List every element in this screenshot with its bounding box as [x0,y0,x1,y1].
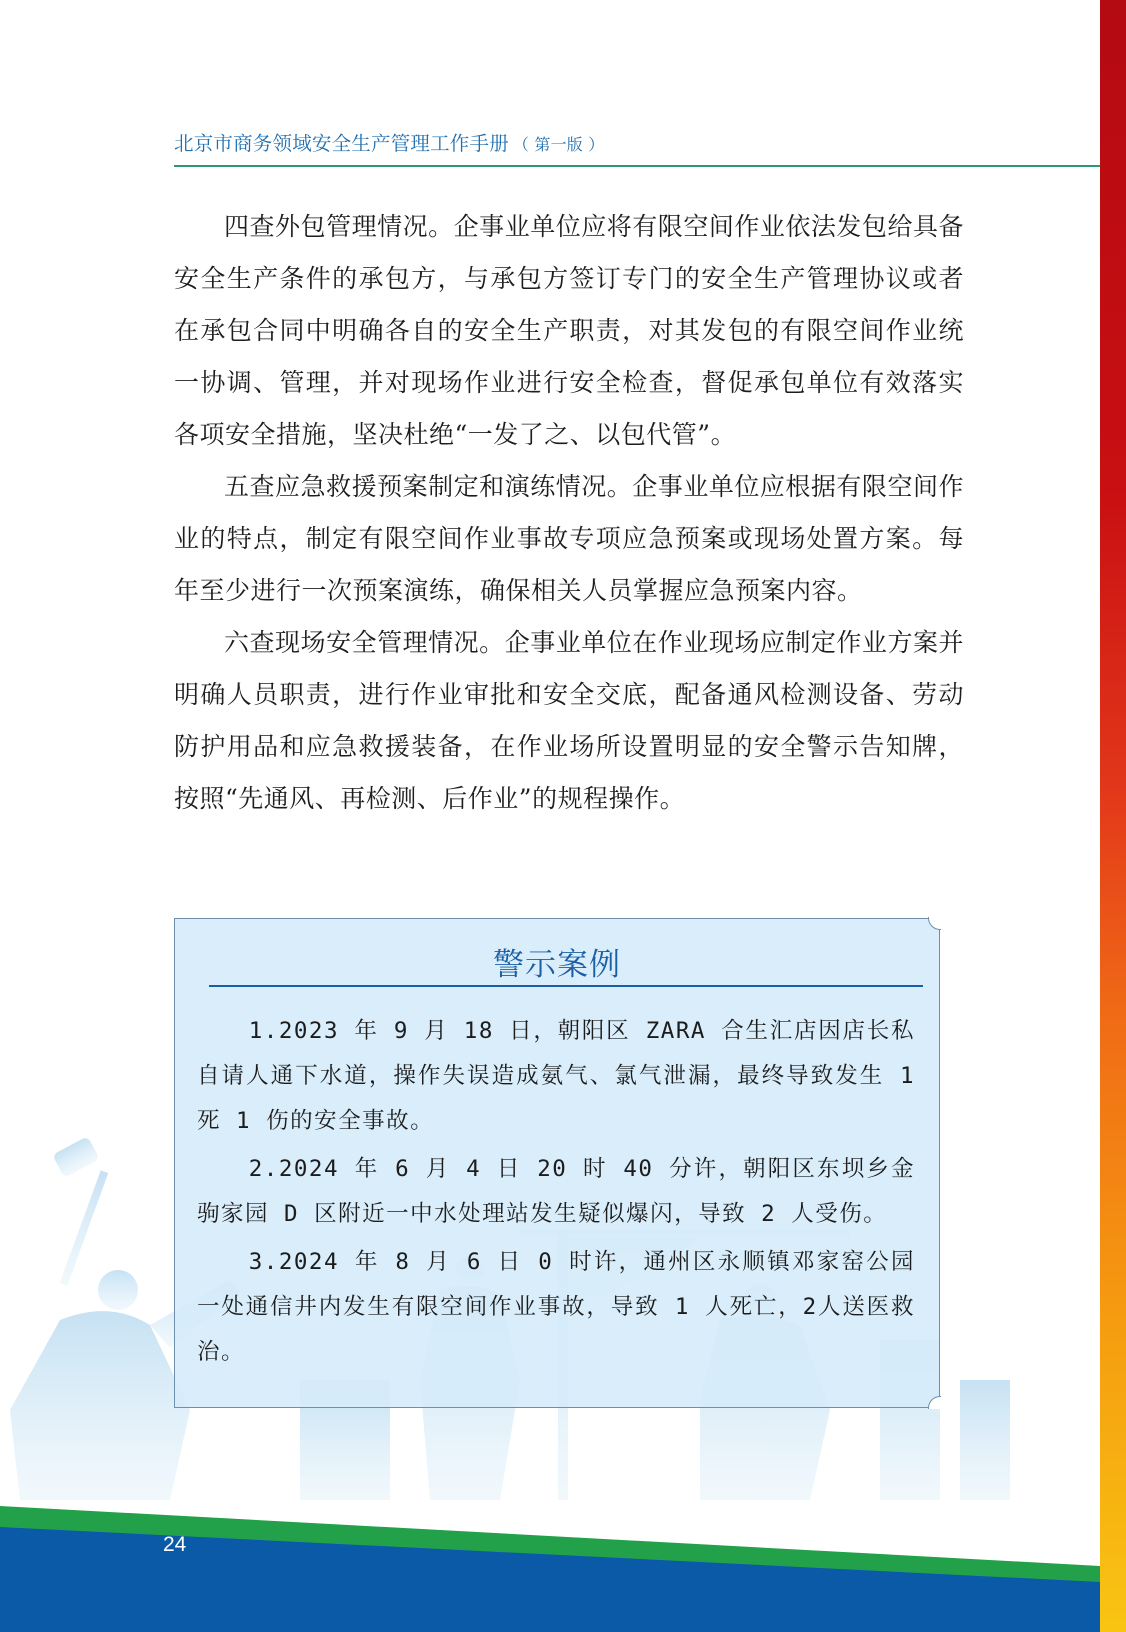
paragraph-site-safety: 六查现场安全管理情况。企事业单位在作业现场应制定作业方案并明确人员职责，进行作业审批和安全交底，配备通风检测设备、劳动防护用品和应急救援装备，在作业场所设置明显的安全警示告知牌，按照“先通风、再检测、后作业”的规程操作。 [174,628,964,813]
body-text [174,201,964,825]
case-item: 3.2024 年 8 月 6 日 0 时许，通州区永顺镇邓家窑公园一处通信井内发生有限空间作业事故，导致 1 人死亡，2人送医救治。 [197,1249,915,1365]
box-corner-notch [928,917,941,930]
running-header [174,128,604,156]
footer-band [0,1432,1100,1632]
case-item: 2.2024 年 6 月 4 日 20 时 40 分许，朝阳区东坝乡金驹家园 D 区附近一中水处理站发生疑似爆闪，导致 2 人受伤。 [197,1156,915,1227]
edition-label: （ 第一版 ） [512,135,605,154]
case-box-title: 警示案例 [493,947,621,983]
case-title-rule [209,985,923,987]
side-color-stripe [1100,0,1126,1632]
box-corner-notch [928,1396,941,1409]
case-item: 1.2023 年 9 月 18 日，朝阳区 ZARA 合生汇店因店长私自请人通下水道，操作失误造成氨气、氯气泄漏，最终导致发生 1 死 1 伤的安全事故。 [197,1018,915,1134]
header-rule [174,165,1100,167]
page-number: 24 [163,1533,187,1556]
warning-case-box [174,918,940,1408]
manual-title: 北京市商务领域安全生产管理工作手册 [174,132,509,155]
paragraph-emergency-plan: 五查应急救援预案制定和演练情况。企事业单位应根据有限空间作业的特点，制定有限空间作业事故专项应急预案或现场处置方案。每年至少进行一次预案演练，确保相关人员掌握应急预案内容。 [174,472,964,605]
case-list [197,1009,915,1378]
paragraph-outsourcing: 四查外包管理情况。企事业单位应将有限空间作业依法发包给具备安全生产条件的承包方，与承包方签订专门的安全生产管理协议或者在承包合同中明确各自的安全生产职责，对其发包的有限空间作业统一协调、管理，并对现场作业进行安全检查，督促承包单位有效落实各项安全措施，坚决杜绝“一发了之、以包代管”。 [174,212,964,449]
